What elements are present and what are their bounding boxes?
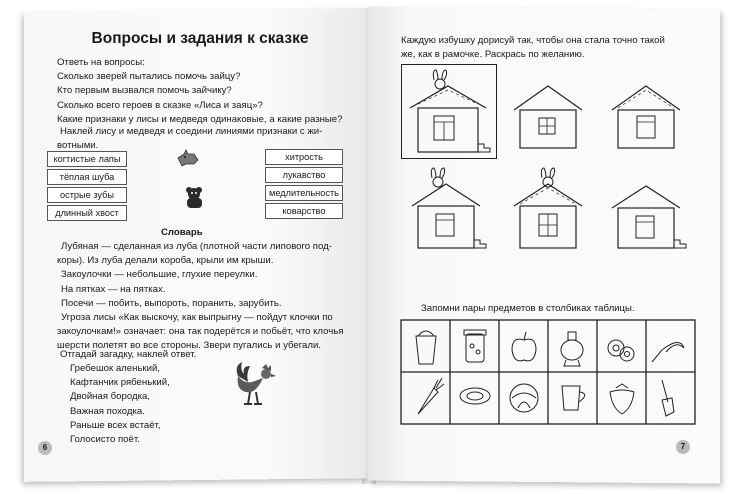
question-line: Сколько всего героев в сказке «Лиса и заяц»? xyxy=(57,99,263,111)
page-number-right: 7 xyxy=(676,440,690,454)
dictionary-line: Закоулочки — небольшие, глухие переулки. xyxy=(61,269,258,281)
dictionary-line: Угроза лисы «Как выскочу, как выпрыгну — пойдут клочки по xyxy=(61,312,333,324)
riddle-line: Двойная бородка, xyxy=(70,391,150,403)
samovar-icon xyxy=(561,332,583,366)
cup-icon xyxy=(562,386,585,410)
dictionary-title: Словарь xyxy=(161,227,203,238)
riddle-intro: Отгадай загадку, наклей ответ. xyxy=(60,349,197,360)
dictionary-line: шерсти полетят во все стороны. Звери пугались и убегали. xyxy=(57,340,321,352)
task-line: Наклей лису и медведя и соедини линиями признаки с жи- xyxy=(60,126,323,137)
bagels-icon xyxy=(608,340,634,361)
riddle-line: Раньше всех встаёт, xyxy=(70,419,161,431)
question-line: Сколько зверей пытались помочь зайцу? xyxy=(57,71,241,83)
trait-box-right[interactable]: хитрость xyxy=(265,149,343,165)
riddle-line: Важная походка. xyxy=(70,405,145,417)
trait-box-right[interactable]: коварство xyxy=(265,203,343,219)
dictionary-line: На пятках — на пятках. xyxy=(61,283,166,295)
carrot-icon xyxy=(418,378,444,414)
task-line: же, как в рамочке. Раскрась по желанию. xyxy=(401,49,585,61)
trait-box-left[interactable]: когтистые лапы xyxy=(47,151,127,167)
riddle-line: Гребешок аленький, xyxy=(70,363,160,374)
riddle-line: Кафтанчик рябенький, xyxy=(70,377,170,389)
dictionary-line: Посечи — побить, выпороть, поранить, зарубить. xyxy=(61,297,282,309)
trait-box-left[interactable]: длинный хвост xyxy=(47,205,127,221)
table-task: Запомни пары предметов в столбиках таблицы. xyxy=(421,303,635,314)
task-line: Каждую избушку дорисуй так, чтобы она стала точно такой xyxy=(401,35,665,46)
bucket-icon xyxy=(416,331,436,364)
apple-icon xyxy=(512,332,536,361)
page-number-left: 6 xyxy=(38,441,52,455)
trait-box-left[interactable]: тёплая шуба xyxy=(47,169,127,185)
dictionary-line: Лубяная — сделанная из луба (плотной части липового под- xyxy=(61,241,332,252)
question-line: Ответь на вопросы: xyxy=(57,57,145,68)
strawberry-icon xyxy=(610,384,634,414)
sickle-icon xyxy=(652,342,684,362)
question-line: Кто первым вызвался помочь зайчику? xyxy=(57,85,232,97)
trait-box-left[interactable]: острые зубы xyxy=(47,187,127,203)
trait-box-right[interactable]: лукавство xyxy=(265,167,343,183)
jar-icon xyxy=(464,330,486,362)
trait-box-right[interactable]: медлительность xyxy=(265,185,343,201)
plate-icon xyxy=(460,388,490,404)
shovel-icon xyxy=(662,380,674,416)
dictionary-line: закоулочкам!» означает: она так подерётся и побьёт, что клочья xyxy=(57,326,344,338)
riddle-line: Голосисто поёт. xyxy=(70,434,140,446)
dictionary-line: коры). Из луба делали короба, крыли им крыши. xyxy=(57,255,274,267)
cabbage-icon xyxy=(510,384,538,412)
question-line: Какие признаки у лисы и медведя одинаковые, а какие разные? xyxy=(57,113,343,125)
page-title: Вопросы и задания к сказке xyxy=(91,30,309,47)
task-line: вотными. xyxy=(57,140,99,152)
